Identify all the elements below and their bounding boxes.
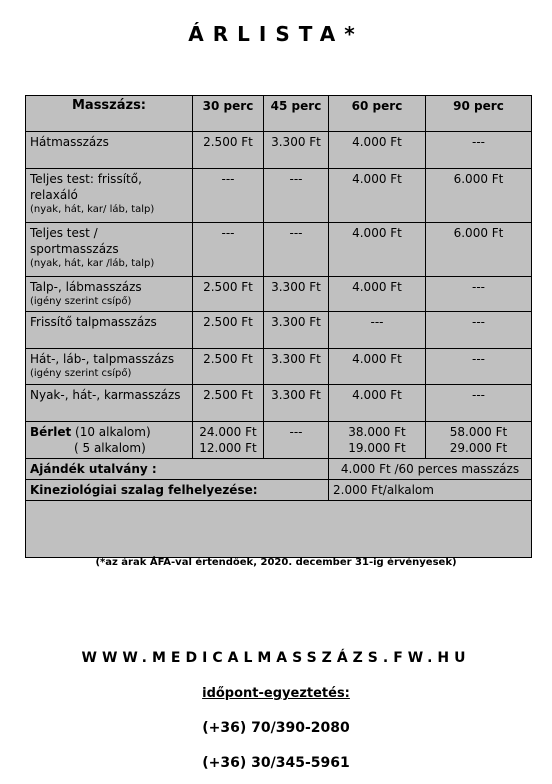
berlet-30-cell — [193, 422, 264, 459]
berlet-line2: ( 5 alkalom) — [74, 441, 146, 455]
service-cell — [26, 169, 193, 223]
service-cell — [26, 277, 193, 312]
table-row — [26, 169, 532, 223]
tape-label: Kineziológiai szalag felhelyezése: — [26, 480, 329, 501]
berlet-cell — [26, 422, 193, 459]
price-90: --- — [426, 385, 532, 422]
price-60: --- — [329, 312, 426, 349]
berlet-45: --- — [264, 422, 329, 459]
service-cell — [26, 223, 193, 277]
price-90: --- — [426, 132, 532, 169]
price-60: 4.000 Ft — [329, 132, 426, 169]
service-name: Hát-, láb-, talpmasszázs — [30, 352, 175, 366]
price-45: 3.300 Ft — [264, 385, 329, 422]
berlet-60-10: 38.000 Ft — [348, 425, 406, 439]
berlet-30-10: 24.000 Ft — [199, 425, 257, 439]
price-90: --- — [426, 277, 532, 312]
berlet-90-cell — [426, 422, 532, 459]
header-60: 60 perc — [329, 96, 426, 132]
berlet-60-5: 19.000 Ft — [348, 441, 406, 455]
price-30: --- — [193, 223, 264, 277]
price-30: 2.500 Ft — [193, 385, 264, 422]
table-row — [26, 277, 532, 312]
berlet-60-cell — [329, 422, 426, 459]
phone-number-2[interactable]: (+36) 30/345-5961 — [202, 755, 350, 771]
service-name: Nyak-, hát-, karmasszázs — [26, 385, 193, 422]
table-header-row — [26, 96, 532, 132]
table-row — [26, 312, 532, 349]
berlet-row — [26, 422, 532, 459]
price-30: 2.500 Ft — [193, 349, 264, 385]
header-90: 90 perc — [426, 96, 532, 132]
price-60: 4.000 Ft — [329, 277, 426, 312]
header-45: 45 perc — [264, 96, 329, 132]
price-60: 4.000 Ft — [329, 349, 426, 385]
service-detail: (nyak, hát, kar/ láb, talp) — [30, 204, 155, 215]
service-name: Hátmasszázs — [26, 132, 193, 169]
price-30: 2.500 Ft — [193, 312, 264, 349]
price-45: --- — [264, 169, 329, 223]
service-name: Teljes test / sportmasszázs — [30, 226, 119, 256]
berlet-line1: (10 alkalom) — [75, 425, 151, 439]
gift-row — [26, 459, 532, 480]
gift-label: Ajándék utalvány : — [26, 459, 329, 480]
service-name: Teljes test: frissítő, relaxáló — [30, 172, 142, 202]
berlet-90-5: 29.000 Ft — [449, 441, 508, 455]
price-45: 3.300 Ft — [264, 312, 329, 349]
empty-row — [26, 501, 532, 558]
price-90: --- — [426, 349, 532, 385]
price-30: --- — [193, 169, 264, 223]
service-name: Frissítő talpmasszázs — [26, 312, 193, 349]
service-detail: (igény szerint csípő) — [30, 368, 132, 379]
page-title: ÁRLISTA* — [188, 22, 364, 46]
header-30: 30 perc — [193, 96, 264, 132]
price-45: --- — [264, 223, 329, 277]
berlet-label: Bérlet — [30, 425, 72, 439]
gift-value: 4.000 Ft /60 perces masszázs — [329, 459, 532, 480]
berlet-90-10: 58.000 Ft — [449, 425, 508, 439]
table-row — [26, 132, 532, 169]
price-90: 6.000 Ft — [426, 169, 532, 223]
vat-note: (*az árak ÁFA-val értendőek, 2020. december 31-ig érvényesek) — [95, 557, 457, 568]
appointment-label: időpont-egyeztetés: — [202, 686, 350, 701]
price-90: --- — [426, 312, 532, 349]
price-45: 3.300 Ft — [264, 277, 329, 312]
berlet-30-5: 12.000 Ft — [199, 441, 257, 455]
header-service: Masszázs: — [26, 96, 193, 132]
empty-cell — [26, 501, 532, 558]
price-45: 3.300 Ft — [264, 132, 329, 169]
tape-value: 2.000 Ft/alkalom — [329, 480, 532, 501]
appointment-heading — [0, 686, 552, 701]
table-row — [26, 349, 532, 385]
phone-number-1[interactable]: (+36) 70/390-2080 — [202, 720, 350, 736]
price-60: 4.000 Ft — [329, 223, 426, 277]
website-url[interactable]: WWW.MEDICALMASSZÁZS.FW.HU — [81, 650, 471, 666]
service-cell — [26, 349, 193, 385]
service-name: Talp-, lábmasszázs — [30, 280, 142, 294]
price-60: 4.000 Ft — [329, 385, 426, 422]
price-60: 4.000 Ft — [329, 169, 426, 223]
price-90: 6.000 Ft — [426, 223, 532, 277]
service-detail: (nyak, hát, kar /láb, talp) — [30, 258, 155, 269]
price-30: 2.500 Ft — [193, 277, 264, 312]
price-table — [25, 95, 532, 558]
service-detail: (igény szerint csípő) — [30, 296, 132, 307]
price-45: 3.300 Ft — [264, 349, 329, 385]
tape-row — [26, 480, 532, 501]
price-30: 2.500 Ft — [193, 132, 264, 169]
table-row — [26, 385, 532, 422]
table-row — [26, 223, 532, 277]
